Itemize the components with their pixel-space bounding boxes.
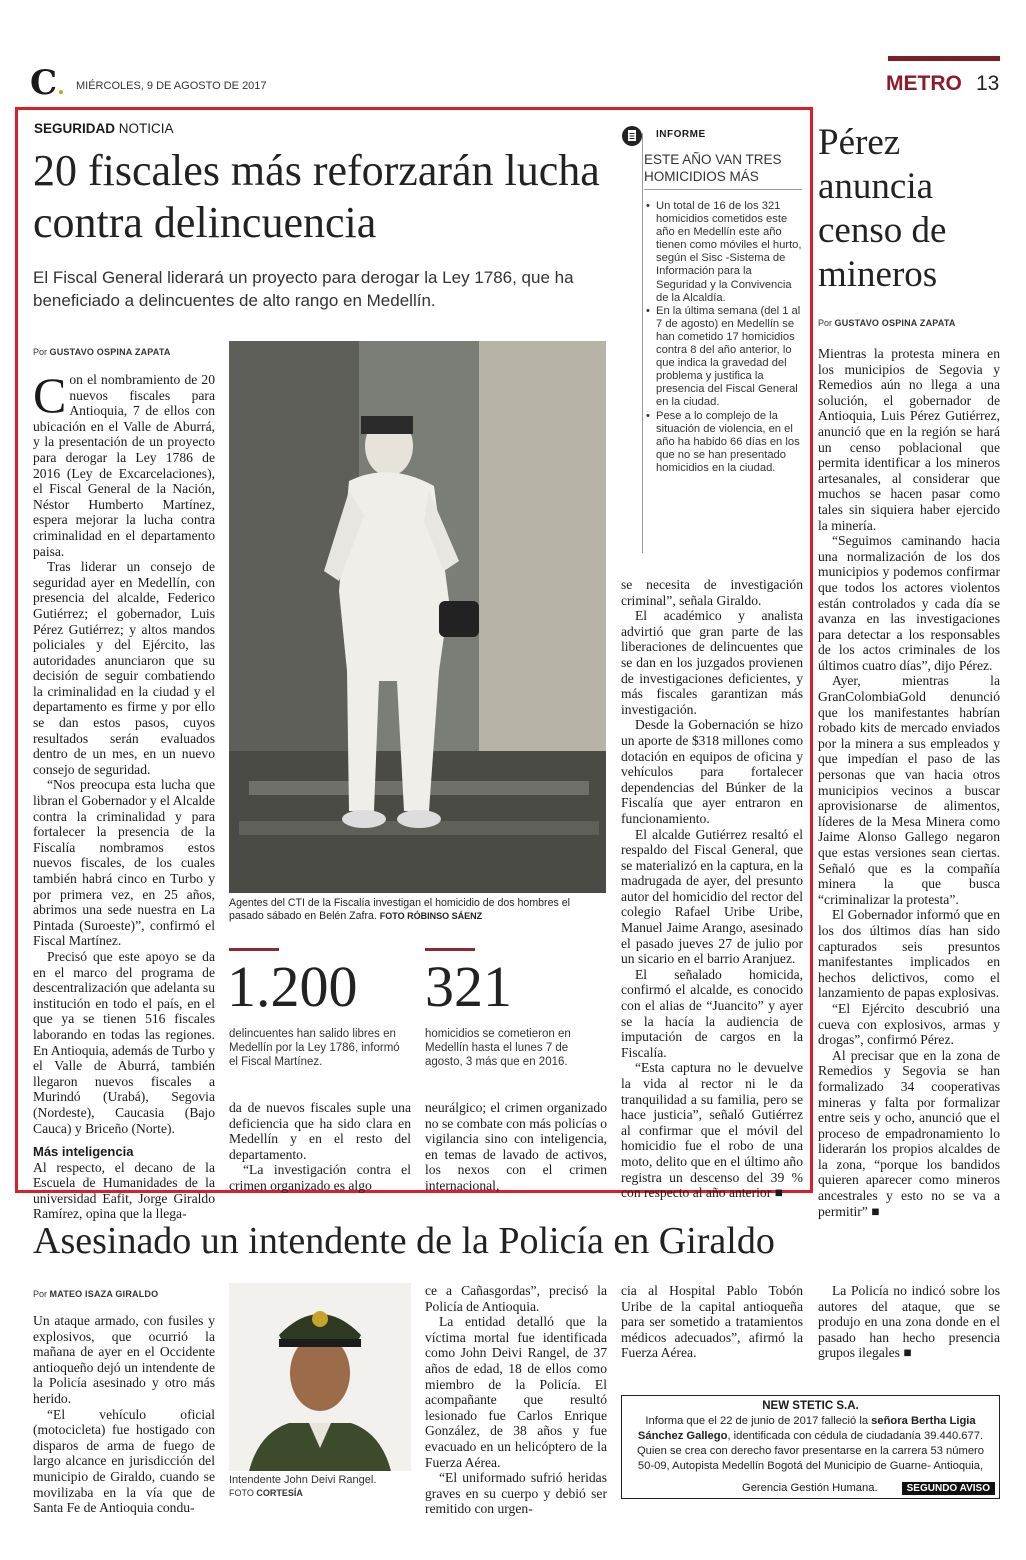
stat-number-2: 321	[425, 954, 512, 1019]
paragraph: Tras liderar un consejo de seguridad ayer en Medellín, con presencia del alcalde, Federico Gutiérrez; el gobernador, Luis Pérez Gutiérrez; y altos mandos policiales y del Ejército, las autoridades anunciaron que su decisión de seguir combatiendo la criminalidad en la ciudad y el departamento es firme y por ello se dan estos pasos, cuyos resultados serán evaluados dentro de un mes, en un nuevo consejo de seguridad.	[33, 559, 215, 777]
kicker-type: NOTICIA	[118, 121, 174, 136]
bottom-column-4: cia al Hospital Pablo Tobón Uribe de la capital antioqueña para ser sometido a tratamientos médicos adecuados”, afirmó la Fuerza Aérea.	[621, 1283, 803, 1361]
officer-photo	[229, 1283, 411, 1471]
main-deck: El Fiscal General liderará un proyecto para derogar la Ley 1786, que ha beneficiado a delincuentes de alto rango en Medellín.	[33, 268, 574, 310]
page-header	[28, 63, 1000, 103]
section-name: METRO	[886, 72, 962, 95]
informe-box	[622, 123, 802, 553]
header-rule	[888, 56, 1000, 61]
newspaper-logo: C.	[30, 63, 65, 103]
bottom-column-3: ce a Cañasgordas”, precisó la Policía de Antioquia. La entidad detalló que la víctima mortal fue identificada como John Deivi Rangel, de 37 años de edad, 18 de ellos como miembro de la Policía. El acompañante que resultó lesionado fue Carlos Enrique González, de 38 años y fue evacuado en un helicóptero de la Fuerza Aérea. “El uniformado sufrió heridas graves en su cuerpo y debió ser remitido con urgen-	[425, 1283, 607, 1517]
paragraph: “Nos preocupa esta lucha que libran el Gobernador y el Alcalde contra la criminalidad y para fortalecer la presencia de la Fiscalía nombramos estos nuevos fiscales, de los cuales también habrá cinco en Turbo y por primera vez, en 25 años, abrimos una sede nuestra en La Pintada (Suroeste)”, confirmó el Fiscal Martínez.	[33, 777, 215, 949]
bottom-column-1: Un ataque armado, con fusiles y explosivos, que ocurrió la mañana de ayer en el Occidente antioqueño dejó un intendente de la Policía asesinado y otro más herido. “El vehículo oficial (motocicleta) fue hostigado con disparos de arma de fuego de largo alcance en jurisdicción del municipio de Giraldo, cuando se movilizaba en la vía que de Santa Fe de Antioquia condu-	[33, 1313, 215, 1516]
header-date: MIÉRCOLES, 9 DE AGOSTO DE 2017	[76, 80, 267, 92]
main-column-1	[33, 367, 215, 1222]
stat-text-1: delincuentes han salido libres en Medellín por la Ley 1786, informó el Fiscal Martínez.	[229, 1028, 400, 1068]
informe-list	[646, 200, 802, 475]
side-byline: Por GUSTAVO OSPINA ZAPATA	[818, 318, 956, 328]
notice-body: Informa que el 22 de junio de 2017 falleció la señora Bertha Ligia Sánchez Gallego, identificada con cédula de ciudadanía 39.440.677. Quien se crea con derecho favor presentarse en la carrera 53 número 50-09, Autopista Medellín Bogotá del Municipio de Guarne- Antioquia,	[636, 1415, 984, 1472]
list-item: • Pese a lo complejo de la situación de violencia, en el año ha habido 66 días en los que no se han presentado homicidios en la ciudad.	[646, 410, 802, 475]
notice-badge: SEGUNDO AVISO	[902, 1482, 995, 1495]
bottom-column-5: La Policía no indicó sobre los autores del ataque, que se produjo en una zona donde en el pasado han hecho presencia grupos ilegales ■	[818, 1283, 1000, 1361]
main-column-2: da de nuevos fiscales suple una deficiencia que ha sido clara en Medellín y en el resto del departamento. “La investigación contra el crimen organizado es algo	[229, 1100, 411, 1193]
paragraph: Precisó que este apoyo se da en el marco del programa de descentralización que adelanta su institución en todo el país, en el que ya se tienen 516 fiscales laborando en todas las regiones. En Antioquia, además de Turbo y el Valle de Aburrá, también llegaron nuevos fiscales a Murindó (Urabá), Segovia (Nordeste), Caucasia (Bajo Cauca) y Briceño (Norte).	[33, 948, 215, 1136]
page-number: 13	[976, 72, 1000, 95]
officer-caption: Intendente John Deivi Rangel. FOTO CORTESÍA	[229, 1474, 377, 1498]
stat-text-2: homicidios se cometieron en Medellín hasta el lunes 7 de agosto, 3 más que en 2016.	[425, 1028, 571, 1068]
lead-paragraph: Con el nombramiento de 20 nuevos fiscales para Antioquia, 7 de ellos con ubicación en el Valle de Aburrá, y la presentación de un proyecto para derogar la Ley 1786 de 2016 (Ley de Excarcelaciones), el Fiscal General de la Nación, Néstor Humberto Martínez, espera mejorar la lucha contra criminalidad en el departamento paisa.	[33, 367, 215, 559]
list-item: • Un total de 16 de los 321 homicidios cometidos este año en Medellín este año tienen como móviles el hurto, según el Sisc -Sistema de Información para la Seguridad y la Convivencia de la Alcaldía.	[646, 200, 802, 305]
photo-caption: Agentes del CTI de la Fiscalía investigan el homicidio de dos hombres el pasado sábado en Belén Zafra. FOTO RÓBINSO SÁENZ	[229, 897, 570, 922]
informe-label: INFORME	[656, 129, 706, 140]
list-item: • En la última semana (del 1 al 7 de agosto) en Medellín se han cometido 17 homicidios contra 8 del año anterior, lo que indica la gravedad del problema y justifica la presencia del Fiscal General en la ciudad.	[646, 305, 802, 410]
investigator-illustration	[229, 341, 606, 893]
main-column-4: se necesita de investigación criminal”, señala Giraldo. El académico y analista advirtió que gran parte de las liberaciones de delincuentes que se dan en los juzgados provienen de investigaciones deficientes, y más fiscales garantizan más investigación. Desde la Gobernación se hizo un aporte de $318 millones como dotación en equipos de oficina y vehículos para fortalecer dependencias del Búnker de la Fiscalía que ayer entraron en funcionamiento. El alcalde Gutiérrez resaltó el respaldo del Fiscal General, que se materializó en la captura, en la madrugada de ayer, del presunto autor del homicidio del rector del colegio Rafael Uribe Uribe, Manuel Jaime Arango, asesinado el pasado jueves 27 de julio por un sicario en el barrio Aranjuez. El señalado homicida, confirmó el alcalde, es conocido con el alias de “Juancito” y ayer se la hacía la audiencia de imputación de cargos en la Fiscalía. “Esta captura no le devuelve la vida al rector ni le da tranquilidad a su familia, pero se hace justicia”, señaló Gutiérrez al confirmar que el móvil del homicidio fue el robo de una moto, delito que en el último año registra un descenso del 39 % con respecto al año anterior ■	[621, 577, 803, 1201]
bottom-headline: Asesinado un intendente de la Policía en Giraldo	[33, 1220, 775, 1262]
main-headline: 20 fiscales más reforzarán lucha contra delincuencia	[33, 146, 600, 247]
notice-signature: Gerencia Gestión Humana.	[742, 1482, 878, 1494]
document-icon	[622, 125, 642, 147]
stat-rule-2	[425, 948, 475, 951]
main-column-3: neurálgico; el crimen organizado no se combate con más policías o vigilancia sino con inteligencia, en temas de lavado de activos, los nexos con el crimen internacional,	[425, 1100, 607, 1193]
kicker	[34, 121, 174, 136]
side-column: Mientras la protesta minera en los municipios de Segovia y Remedios aún no llega a una solución, el gobernador de Antioquia, Luis Pérez Gutiérrez, anunció que en la región se hará un censo poblacional que permita identificar a los mineros artesanales, al considerar que muchos se hacen pasar como tales sin siquiera haber ejercido la minería. “Seguimos caminando hacia una normalización de los dos municipios y podemos confirmar que todos los actores violentos están controlados y cada día se avanza en las investigaciones para detectar a los responsables de los actos criminales de los últimos cuatro días”, dijo Pérez. Ayer, mientras la GranColombiaGold denunció que los manifestantes habrían robado kits de mercado enviados por la minera a sus empleados y que impedían el paso de las personas que van hacia otros municipios vecinos a buscar aprovisionarse de alimentos, líderes de la Mesa Minera como Jaime Alonso Gallego negaron que estas versiones sean ciertas. Señaló que es la compañía minera la que busca “criminalizar la protesta”. El Gobernador informó que en los dos últimos días han sido capturados seis presuntos manifestantes implicados en hechos delictivos, como el lanzamiento de papas explosivas. “El Ejército descubrió una cueva con explosivos, armas y drogas”, confirmó Pérez. Al precisar que en la zona de Remedios y Segovia se han formalizado 34 cooperativas mineras y falta por formalizar entre seis y ocho, anunció que el proceso de empadronamiento lo liderarán los propios alcaldes de la zona, “porque los bandidos quieren aparecer como mineros ancestrales y esto no se va a permitir” ■	[818, 346, 1000, 1219]
notice-company: NEW STETIC S.A.	[762, 1400, 859, 1412]
photo-credit: FOTO RÓBINSO SÁENZ	[379, 911, 483, 921]
side-headline: Pérez anuncia censo de mineros	[818, 122, 947, 295]
drop-cap: C	[33, 367, 67, 423]
informe-title: ESTE AÑO VAN TRES HOMICIDIOS MÁS	[644, 151, 802, 190]
kicker-section: SEGURIDAD	[34, 121, 116, 136]
death-notice	[621, 1395, 1000, 1499]
stat-number-1: 1.200	[227, 954, 358, 1019]
stat-rule-1	[229, 948, 279, 951]
subhead: Más inteligencia	[33, 1144, 134, 1160]
main-photo	[229, 341, 606, 893]
paragraph: Al respecto, el decano de la Escuela de Humanidades de la universidad Eafit, Jorge Giraldo Ramírez, opina que la llega-	[33, 1159, 215, 1222]
bottom-byline: Por MATEO ISAZA GIRALDO	[33, 1289, 159, 1299]
main-byline: Por GUSTAVO OSPINA ZAPATA	[33, 347, 171, 357]
